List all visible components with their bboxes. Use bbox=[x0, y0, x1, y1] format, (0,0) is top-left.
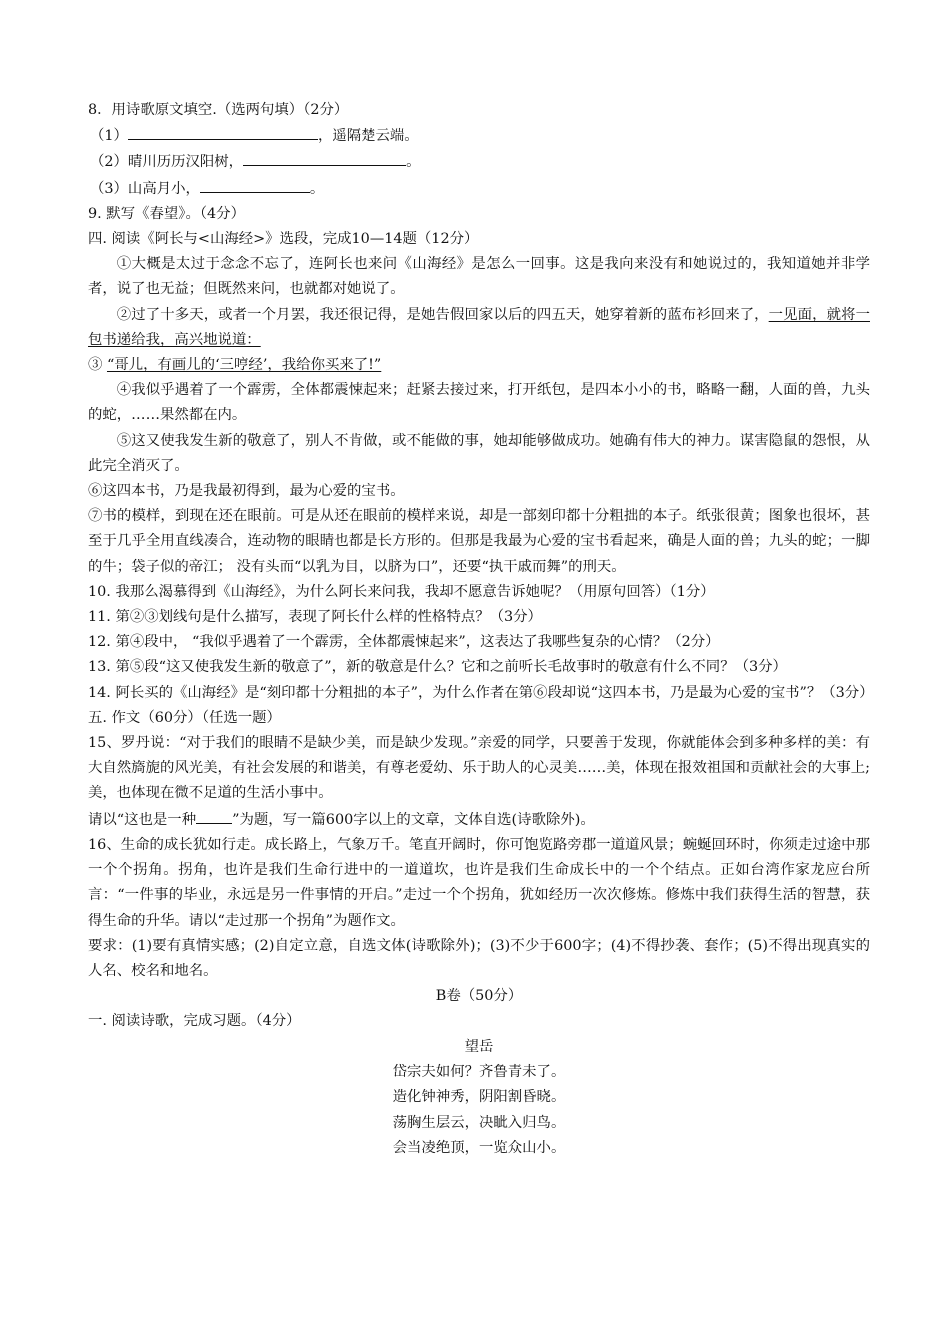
passage-paragraph-4: ④我似乎遇着了一个霹雳，全体都震悚起来；赶紧去接过来，打开纸包，是四本小小的书，略略一翻，人面的兽，九头的蛇，……果然都在内。 bbox=[88, 382, 870, 424]
q8-item-1-blank bbox=[128, 123, 318, 140]
poem-title: 望岳 bbox=[464, 1038, 494, 1055]
q15-requirement bbox=[88, 807, 870, 833]
q8-title: 8．用诗歌原文填空.（选两句填）（2分） bbox=[88, 102, 349, 118]
part-b-q1: 一. 阅读诗歌，完成习题。（4分） bbox=[88, 1013, 301, 1030]
passage-paragraph-1: ①大概是太过于念念不忘了，连阿长也来问《山海经》是怎么一回事。这是我向来没有和她说过的，我知道她并非学者，说了也无益；但既然来问，也就都对她说了。 bbox=[88, 256, 870, 298]
q15-title-blank bbox=[196, 807, 232, 824]
q8-item-1 bbox=[88, 123, 870, 149]
q8-item-3-prefix: （3）山高月小， bbox=[90, 180, 200, 197]
exam-page bbox=[88, 98, 874, 1162]
q8-item-1-prefix: （1） bbox=[90, 128, 128, 145]
poem-line: 岱宗夫如何？齐鲁青未了。 bbox=[392, 1063, 566, 1080]
passage-paragraph-7: ⑦书的模样，到现在还在眼前。可是从还在眼前的模样来说，却是一部刻印都十分粗拙的本子。纸张很黄；图象也很坏，甚至于几乎全用直线凑合，连动物的眼睛也都是长方形的。但那是我最为心爱的宝书看起来，确是人面的兽；九头的蛇；一脚的牛；袋子似的帝江； 没有头而“以乳为目，以脐为口”，还要“执干戚而舞”的刑天。 bbox=[88, 508, 870, 575]
q15-requirement-start: 请以“这也是一种 bbox=[88, 811, 197, 828]
q9: 9. 默写《春望》。（4分） bbox=[88, 205, 245, 222]
part-b-title: B卷（50分） bbox=[435, 988, 523, 1005]
poem bbox=[88, 1035, 870, 1162]
poem-line: 造化钟神秀，阴阳割昏晓。 bbox=[392, 1089, 566, 1106]
essay-requirements: 要求：(1)要有真情实感；(2)自定立意，自选文体(诗歌除外)；(3)不少于600字；(4)不得抄袭、套作；(5)不得出现真实的人名、校名和地名。 bbox=[88, 937, 870, 979]
passage-paragraph-3-number: ③ bbox=[88, 357, 103, 374]
passage-paragraph-5: ⑤这又使我发生新的敬意了，别人不肯做，或不能做的事，她却能够做成功。她确有伟大的神力。谋害隐鼠的怨恨，从此完全消灭了。 bbox=[88, 432, 870, 474]
section-4-title: 四. 阅读《阿长与<山海经>》选段，完成10—14题（12分） bbox=[88, 231, 479, 248]
poem-line: 荡胸生层云，决眦入归鸟。 bbox=[392, 1114, 566, 1131]
q12: 12. 第④段中， “我似乎遇着了一个霹雳，全体都震悚起来”，这表达了我哪些复杂的心情？（2分） bbox=[88, 634, 720, 651]
poem-line: 会当凌绝顶，一览众山小。 bbox=[392, 1140, 566, 1157]
q8-item-2-suffix: 。 bbox=[406, 154, 421, 171]
passage-underlined-sentence-2: 一见面，就将一包书递给我，高兴地说道： bbox=[88, 306, 870, 348]
q8-item-3 bbox=[88, 176, 870, 202]
q8-item-2 bbox=[88, 149, 870, 175]
q16-prompt: 16、生命的成长犹如行走。成长路上，气象万千。笔直开阔时，你可饱览路旁郡一道道风景；蜿蜒回环时，你须走过途中那一个个拐角。拐角，也许是我们生命行进中的一道道坎，也许是我们生命成长中的一个个结点。正如台湾作家龙应台所言：“一件事的毕业，永远是另一件事情的开启。”走过一个个拐角，犹如经历一次次修炼。修炼中我们获得生活的智慧，获得生命的升华。请以“走过那一个拐角”为题作文。 bbox=[88, 836, 870, 929]
q8-item-3-suffix: 。 bbox=[309, 180, 325, 197]
q15-prompt: 15、罗丹说：“对于我们的眼睛不是缺少美，而是缺少发现。”亲爱的同学，只要善于发现，你就能体会到多种多样的美：有大自然旖旎的风光美，有社会发展的和谐美，有尊老爱幼、乐于助人的心灵美……美，体现在报效祖国和贡献社会的大事上;美，也体现在微不足道的生活小事中。 bbox=[88, 735, 870, 802]
q11: 11. 第②③划线句是什么描写，表现了阿长什么样的性格特点？（3分） bbox=[88, 609, 542, 626]
passage-paragraph-2 bbox=[88, 303, 870, 353]
section-5-title: 五. 作文（60分）（任选一题） bbox=[88, 709, 281, 726]
q10: 10. 我那么渴慕得到《山海经》，为什么阿长来问我，我却不愿意告诉她呢？（用原句回答）（1分） bbox=[88, 583, 715, 600]
q8-item-2-prefix: （2）晴川历历汉阳树， bbox=[90, 154, 244, 171]
q14: 14. 阿长买的《山海经》是“刻印都十分粗拙的本子”，为什么作者在第⑥段却说“这四本书，乃是最为心爱的宝书”？（3分） bbox=[88, 684, 874, 701]
passage-underlined-sentence-3: “哥儿，有画儿的‘三哼经’，我给你买来了!” bbox=[106, 357, 382, 374]
passage-paragraph-6: ⑥这四本书，乃是我最初得到，最为心爱的宝书。 bbox=[88, 483, 405, 500]
q13: 13. 第⑤段“这又使我发生新的敬意了”，新的敬意是什么？它和之前听长毛故事时的敬意有什么不同？（3分） bbox=[88, 659, 787, 676]
passage-paragraph-3 bbox=[88, 353, 870, 378]
q8-item-3-blank bbox=[200, 176, 310, 193]
q8-item-1-suffix: ，遥隔楚云端。 bbox=[317, 128, 419, 145]
q8-item-2-blank bbox=[243, 149, 406, 166]
q15-requirement-end: ”为题，写一篇600字以上的文章，文体自选(诗歌除外)。 bbox=[232, 811, 595, 828]
passage-paragraph-2-text: ②过了十多天，或者一个月罢，我还很记得，是她告假回家以后的四五天，她穿着新的蓝布衫回来了， bbox=[116, 306, 769, 323]
